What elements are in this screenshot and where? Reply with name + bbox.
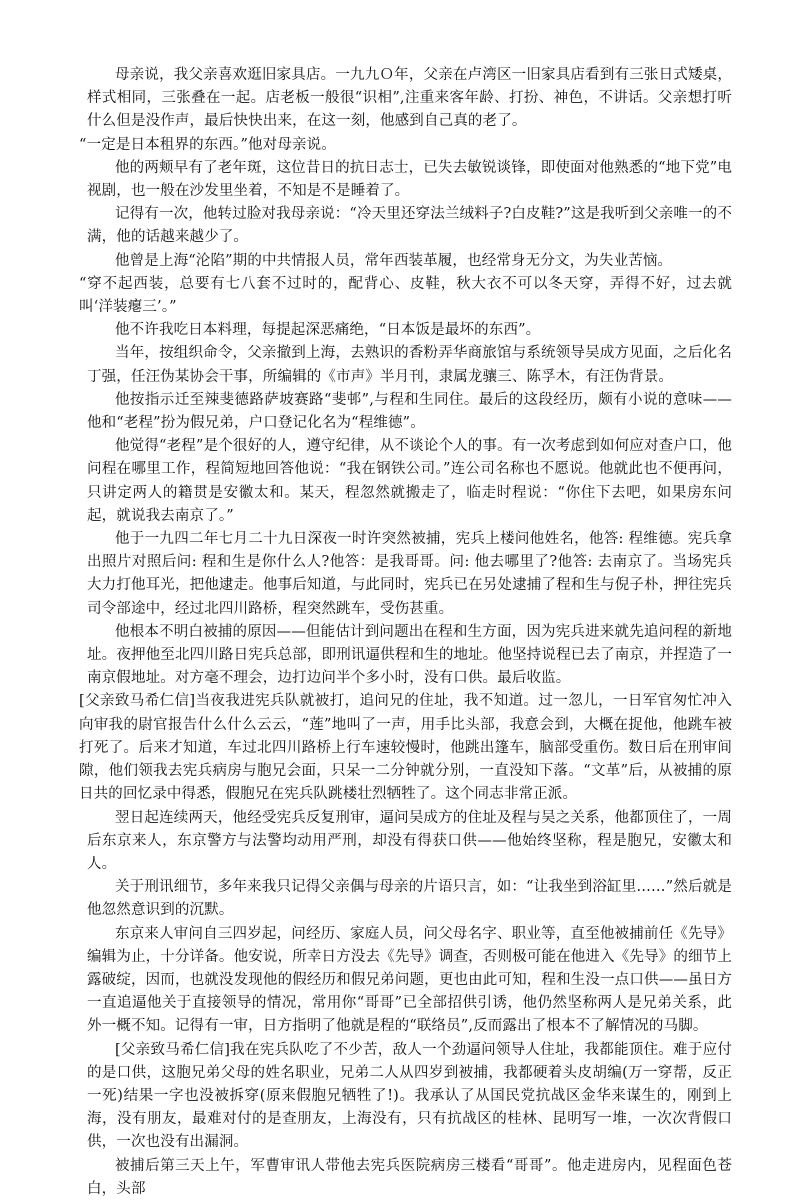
paragraph-10: 他觉得“老程”是个很好的人，遵守纪律，从不谈论个人的事。有一次考虑到如何应对查户口，他问程在哪里工作，程简短地回答他说：“我在钢铁公司。”连公司名称也不愿说。他就此也不便再问，只讲定两人的籍贯是安徽太和。某天，程忽然就搬走了，临走时程说：“你住下去吧，如果房东问起，就说我去南京了。” (87, 438, 732, 524)
paragraph-18: 被捕后第三天上午，军曹审讯人带他去宪兵医院病房三楼看“哥哥”。他走进房内，见程面色苍白，头部 (87, 1157, 732, 1197)
paragraph-12: 他根本不明白被捕的原因——但能估计到问题出在程和生方面，因为宪兵进来就先追问程的新地址。夜押他至北四川路日宪兵总部，即刑讯逼供程和生的地址。他坚持说程已去了南京，并捏造了一南京假地址。对方毫不理会，边打边问半个多小时，没有口供。最后收监。 (87, 623, 732, 687)
paragraph-2: “一定是日本租界的东西。”他对母亲说。 (79, 136, 336, 153)
paragraph-14: 翌日起连续两天，他经受宪兵反复刑审，逼问吴成方的住址及程与吴之关系，他都顶住了，一周后东京来人，东京警方与法警均动用严刑，却没有得获口供——他始终坚称，程是胞兄，安徽太和人。 (87, 809, 732, 872)
paragraph-17-letter-quote: [父亲致马希仁信]我在宪兵队吃了不少苦，敌人一个劲逼问领导人住址，我都能顶住。难于应付的是口供，这胞兄弟父母的姓名职业，兄弟二人从四岁到被捕，我都硬着头皮胡编(万一穿帮，反正一死)结果一字也没被拆穿(原来假胞兄牺牲了!)。我承认了从国民党抗战区金华来谋生的，刚到上海，没有朋友，最难对付的是查朋友，上海没有，只有抗战区的桂林、昆明写一堆，一次次背假口供，一次也没有出漏洞。 (87, 1041, 732, 1151)
paragraph-1: 母亲说，我父亲喜欢逛旧家具店。一九九Ｏ年，父亲在卢湾区一旧家具店看到有三张日式矮桌，样式相同，三张叠在一起。店老板一般很“识相”,注重来客年龄、打扮、神色，不讲话。父亲想打听什么但是没作声，最后快快出来，在这一刻，他感到自己真的老了。 (87, 67, 732, 130)
paragraph-15: 关于刑讯细节，多年来我只记得父亲偶与母亲的片语只言，如：“让我坐到浴缸里……”然后就是他忽然意识到的沉默。 (87, 879, 732, 919)
document-page (79, 64, 732, 1201)
paragraph-6: “穿不起西装，总要有七八套不过时的，配背心、皮鞋，秋大衣不可以冬天穿，弄得不好，过去就叫‘洋装瘪三’。” (79, 275, 732, 316)
paragraph-11: 他于一九四二年七月二十九日深夜一时许突然被捕，宪兵上楼问他姓名，他答: 程维德。宪兵拿出照片对照后问: 程和生是你什么人?他答：是我哥哥。问: 他去哪里了?他答: 去南京了。当场宪兵大力打他耳光，把他逮走。他事后知道，与此同时，宪兵已在另处逮捕了程和生与倪子朴，押往宪兵司令部途中，经过北四川路桥，程突然跳车，受伤甚重。 (87, 531, 732, 617)
paragraph-8: 当年，按组织命令，父亲撤到上海，去熟识的香粉弄华商旅馆与系统领导吴成方见面，之后化名丁强，任汪伪某协会干事，所编辑的《市声》半月刊，隶属龙骧三、陈孚木，有汪伪背景。 (87, 345, 732, 385)
paragraph-7: 他不许我吃日本料理，每提起深恶痛绝，“日本饭是最坏的东西”。 (115, 322, 541, 339)
paragraph-3: 他的两颊早有了老年斑，这位昔日的抗日志士，已失去敏锐谈锋，即使面对他熟悉的“地下党”电视剧，也一般在沙发里坐着，不知是不是睡着了。 (87, 159, 732, 200)
paragraph-4: 记得有一次，他转过脸对我母亲说：“冷天里还穿法兰绒料子?白皮鞋?”这是我听到父亲唯一的不满，他的话越来越少了。 (87, 206, 732, 246)
paragraph-16: 东京来人审问自三四岁起，问经历、家庭人员，问父母名字、职业等，直至他被捕前任《先导》编辑为止，十分详备。他安说，所幸日方没去《先导》调查，否则极可能在他进入《先导》的细节上露破绽，因而，也就没发现他的假经历和假兄弟问题，更也由此可知，程和生没一点口供——虽日方一直追逼他关于直接领导的情况，常用你“哥哥”已全部招供引诱，他仍然坚称两人是兄弟关系，此外一概不知。记得有一审，日方指明了他就是程的“联络员”,反而露出了根本不了解情况的马脚。 (87, 925, 732, 1035)
paragraph-9: 他按指示迁至辣斐德路萨坡赛路“斐邨”,与程和生同住。最后的这段经历，颇有小说的意味——他和“老程”扮为假兄弟，户口登记化名为“程维德”。 (87, 391, 732, 432)
paragraph-13-letter-quote: [父亲致马希仁信]当夜我进宪兵队就被打，追问兄的住址，我不知道。过一忽儿，一日军官匆忙冲入向审我的尉官报告什么什么云云，“莲”地叫了一声，用手比头部，我意会到，大概在捉他，他跳车被打死了。后来才知道，车过北四川路桥上行车速较慢时，他跳出篷车，脑部受重伤。数日后在刑审间隙，他们领我去宪兵病房与胞兄会面，只呆一二分钟就分别，一直没知下落。“文革”后，从被捕的原日共的回忆录中得悉，假胞兄在宪兵队跳楼壮烈牺牲了。这个同志非常正派。 (79, 693, 732, 803)
paragraph-5: 他曾是上海“沦陷”期的中共情报人员，常年西装革履，也经常身无分文，为失业苦恼。 (115, 252, 673, 269)
